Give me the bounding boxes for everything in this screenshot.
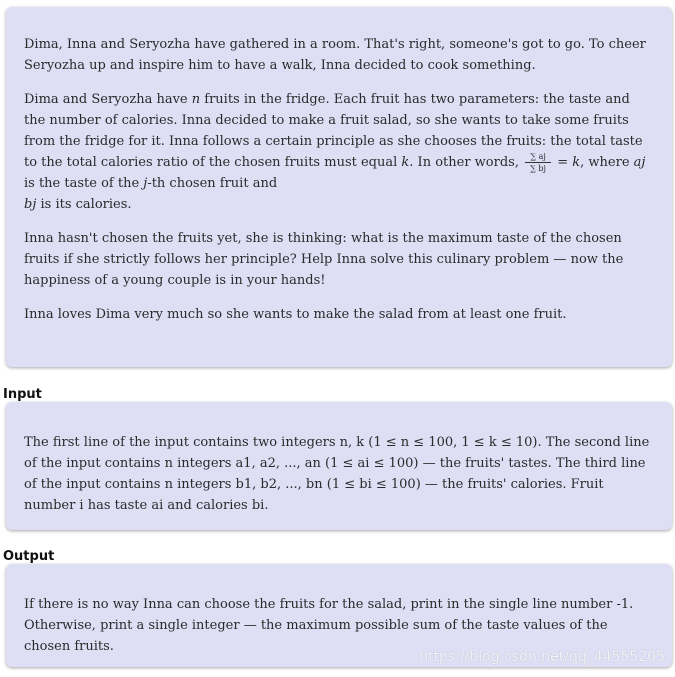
var-k: k bbox=[401, 155, 410, 170]
output-section-title: Output bbox=[3, 549, 55, 564]
output-description: If there is no way Inna can choose the fruits for the salad, print in the single line number -1. Otherwise, print a single integer — the maximum possible sum of the taste values of the chosen fruits. bbox=[24, 597, 634, 654]
statement-paragraph-3: Inna hasn't chosen the fruits yet, she is thinking: what is the maximum taste of the chosen fruits if she strictly follows her principle? Help Inna solve this culinary problem — now the happiness of a young couple is in your hands! bbox=[24, 231, 624, 288]
text-segment: Dima and Seryozha have bbox=[24, 92, 192, 107]
watermark-url: https://blog.csdn.net/qq_44555205 bbox=[419, 649, 665, 665]
input-description: The first line of the input contains two integers n, k (1 ≤ n ≤ 100, 1 ≤ k ≤ 10). The second line of the input contains n integers a1, a2, ..., an (1 ≤ ai ≤ 100) — the fruits' tastes. The third line of the input contains n integers b1, b2, ..., bn (1 ≤ bi ≤ 100) — the fruits' calories. Fruit number i has taste ai and calories bi. bbox=[24, 435, 650, 513]
text-segment: is the taste of the bbox=[24, 176, 144, 191]
text-segment: , where bbox=[580, 155, 634, 170]
var-n: n bbox=[191, 92, 201, 107]
formula-equals: = k bbox=[553, 155, 581, 170]
text-segment: fruits in the fridge. Each fruit has two parameters: the taste and the number of calories. Inna decided to make a fruit salad, so she wants to take some fruits from the fridge for it. Inna follows a certain principle as she chooses the fruits: the total taste to the total calories ratio of the chosen fruits must equal bbox=[24, 92, 643, 170]
statement-paragraph-2 bbox=[24, 89, 654, 215]
formula-numerator: ∑ aj bbox=[530, 152, 546, 161]
var-bj: bj bbox=[24, 197, 37, 212]
text-segment: is its calories. bbox=[36, 197, 132, 212]
statement-paragraph-1: Dima, Inna and Seryozha have gathered in a room. That's right, someone's got to go. To cheer Seryozha up and inspire him to have a walk, Inna decided to cook something. bbox=[24, 37, 646, 73]
var-j: j bbox=[143, 176, 148, 191]
text-segment: . In other words, bbox=[409, 155, 524, 170]
input-section-title: Input bbox=[3, 387, 42, 402]
input-card bbox=[6, 402, 672, 530]
statement-paragraph-4: Inna loves Dima very much so she wants to make the salad from at least one fruit. bbox=[24, 307, 567, 322]
fraction-bar bbox=[525, 162, 551, 163]
text-segment: -th chosen fruit and bbox=[147, 176, 278, 191]
formula-denominator: ∑ bj bbox=[530, 164, 547, 173]
var-aj: aj bbox=[633, 155, 646, 170]
statement-card bbox=[6, 7, 672, 367]
ratio-formula bbox=[525, 152, 551, 173]
